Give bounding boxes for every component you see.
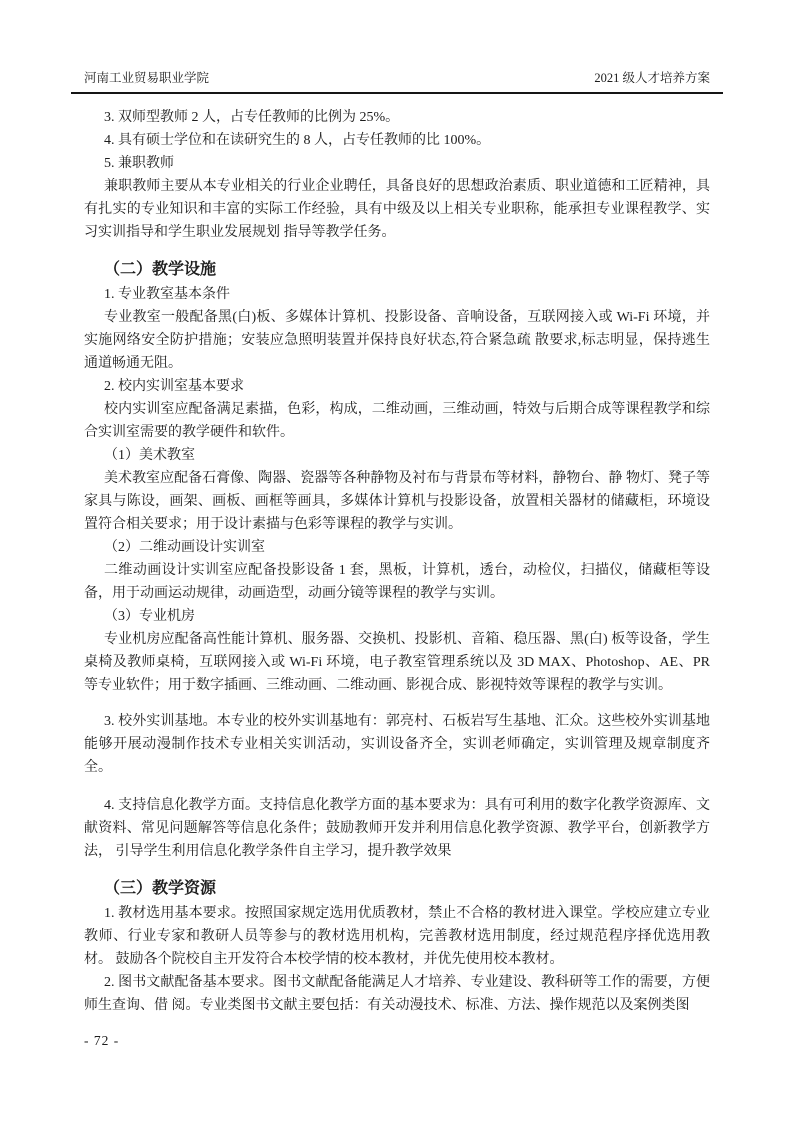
page-header <box>71 70 723 94</box>
para-computer-room-detail: 专业机房应配备高性能计算机、服务器、交换机、投影机、音箱、稳压器、黑(白) 板等设备，学生桌椅及教师桌椅，互联网接入或 Wi-Fi 环境，电子教室管理系统以及 3D MAX、Photoshop、AE、PR 等专业软件；用于数字插画、三维动画、二维动画、影视合成、影视特效等课程的教学与实训。 <box>84 632 710 693</box>
para-2d-animation-room-label: （2）二维动画设计实训室 <box>104 540 265 555</box>
para-textbook-selection: 1. 教材选用基本要求。按照国家规定选用优质教材，禁止不合格的教材进入课堂。学校应建立专业教师、行业专家和教研人员等参与的教材选用机构，完善教材选用制度，经过规范程序择优选用教材。 鼓励各个院校自主开发符合本校学情的校本教材，并优先使用校本教材。 <box>84 906 710 967</box>
para-2d-animation-room-detail: 二维动画设计实训室应配备投影设备 1 套，黑板，计算机，透台，动检仪，扫描仪，储藏柜等设备，用于动画运动规律，动画造型，动画分镜等课程的教学与实训。 <box>84 563 710 601</box>
para-training-room-requirements-detail: 校内实训室应配备满足素描，色彩，构成，二维动画，三维动画，特效与后期合成等课程教学和综合实训室需要的教学硬件和软件。 <box>84 402 710 440</box>
document-body <box>84 97 710 1017</box>
para-art-classroom-label: （1）美术教室 <box>104 448 195 463</box>
section-heading-teaching-resources: （三）教学资源 <box>104 880 217 897</box>
para-offcampus-training-bases: 3. 校外实训基地。本专业的校外实训基地有：郭亮村、石板岩写生基地、汇众。这些校外实训基地能够开展动漫制作技术专业相关实训活动，实训设备齐全，实训老师确定，实训管理及规章制度齐全。 <box>84 714 710 775</box>
header-document-title: 2021 级人才培养方案 <box>594 71 710 85</box>
para-masters-degree-teachers: 4. 具有硕士学位和在读研究生的 8 人，占专任教师的比 100%。 <box>104 133 491 148</box>
para-classroom-conditions-label: 1. 专业教室基本条件 <box>104 287 230 302</box>
para-library-literature: 2. 图书文献配备基本要求。图书文献配备能满足人才培养、专业建设、教科研等工作的需要，方便师生查询、借 阅。专业类图书文献主要包括：有关动漫技术、标准、方法、操作规范以及案例类图 <box>84 975 710 1013</box>
para-classroom-conditions-detail: 专业教室一般配备黑(白)板、多媒体计算机、投影设备、音响设备，互联网接入或 Wi-Fi 环境，并实施网络安全防护措施；安装应急照明装置并保持良好状态,符合紧急疏 散要求,标志明显，保持逃生通道畅通无阻。 <box>84 310 710 371</box>
para-parttime-teachers-detail: 兼职教师主要从本专业相关的行业企业聘任，具备良好的思想政治素质、职业道德和工匠精神，具有扎实的专业知识和丰富的实际工作经验，具有中级及以上相关专业职称，能承担专业课程教学、实习实训指导和学生职业发展规划 指导等教学任务。 <box>84 179 710 240</box>
page-number: - 72 - <box>84 1033 120 1048</box>
para-training-room-requirements-label: 2. 校内实训室基本要求 <box>104 379 244 394</box>
section-heading-teaching-facilities: （二）教学设施 <box>104 261 217 278</box>
para-double-qualified-teachers: 3. 双师型教师 2 人，占专任教师的比例为 25%。 <box>104 110 400 125</box>
para-computer-room-label: （3）专业机房 <box>104 609 195 624</box>
para-parttime-teachers-label: 5. 兼职教师 <box>104 156 174 171</box>
para-informatization-teaching: 4. 支持信息化教学方面。支持信息化教学方面的基本要求为：具有可利用的数字化教学资源库、文献资料、常见问题解答等信息化条件；鼓励教师开发并利用信息化教学资源、教学平台，创新教学方法， 引导学生利用信息化教学条件自主学习，提升教学效果 <box>84 798 710 859</box>
header-school-name: 河南工业贸易职业学院 <box>84 71 210 85</box>
para-art-classroom-detail: 美术教室应配备石膏像、陶器、瓷器等各种静物及衬布与背景布等材料，静物台、静 物灯、凳子等家具与陈设，画架、画板、画框等画具，多媒体计算机与投影设备，放置相关器材的储藏柜，环境设置符合相关要求；用于设计素描与色彩等课程的教学与实训。 <box>84 471 710 532</box>
page-footer <box>84 1033 119 1049</box>
